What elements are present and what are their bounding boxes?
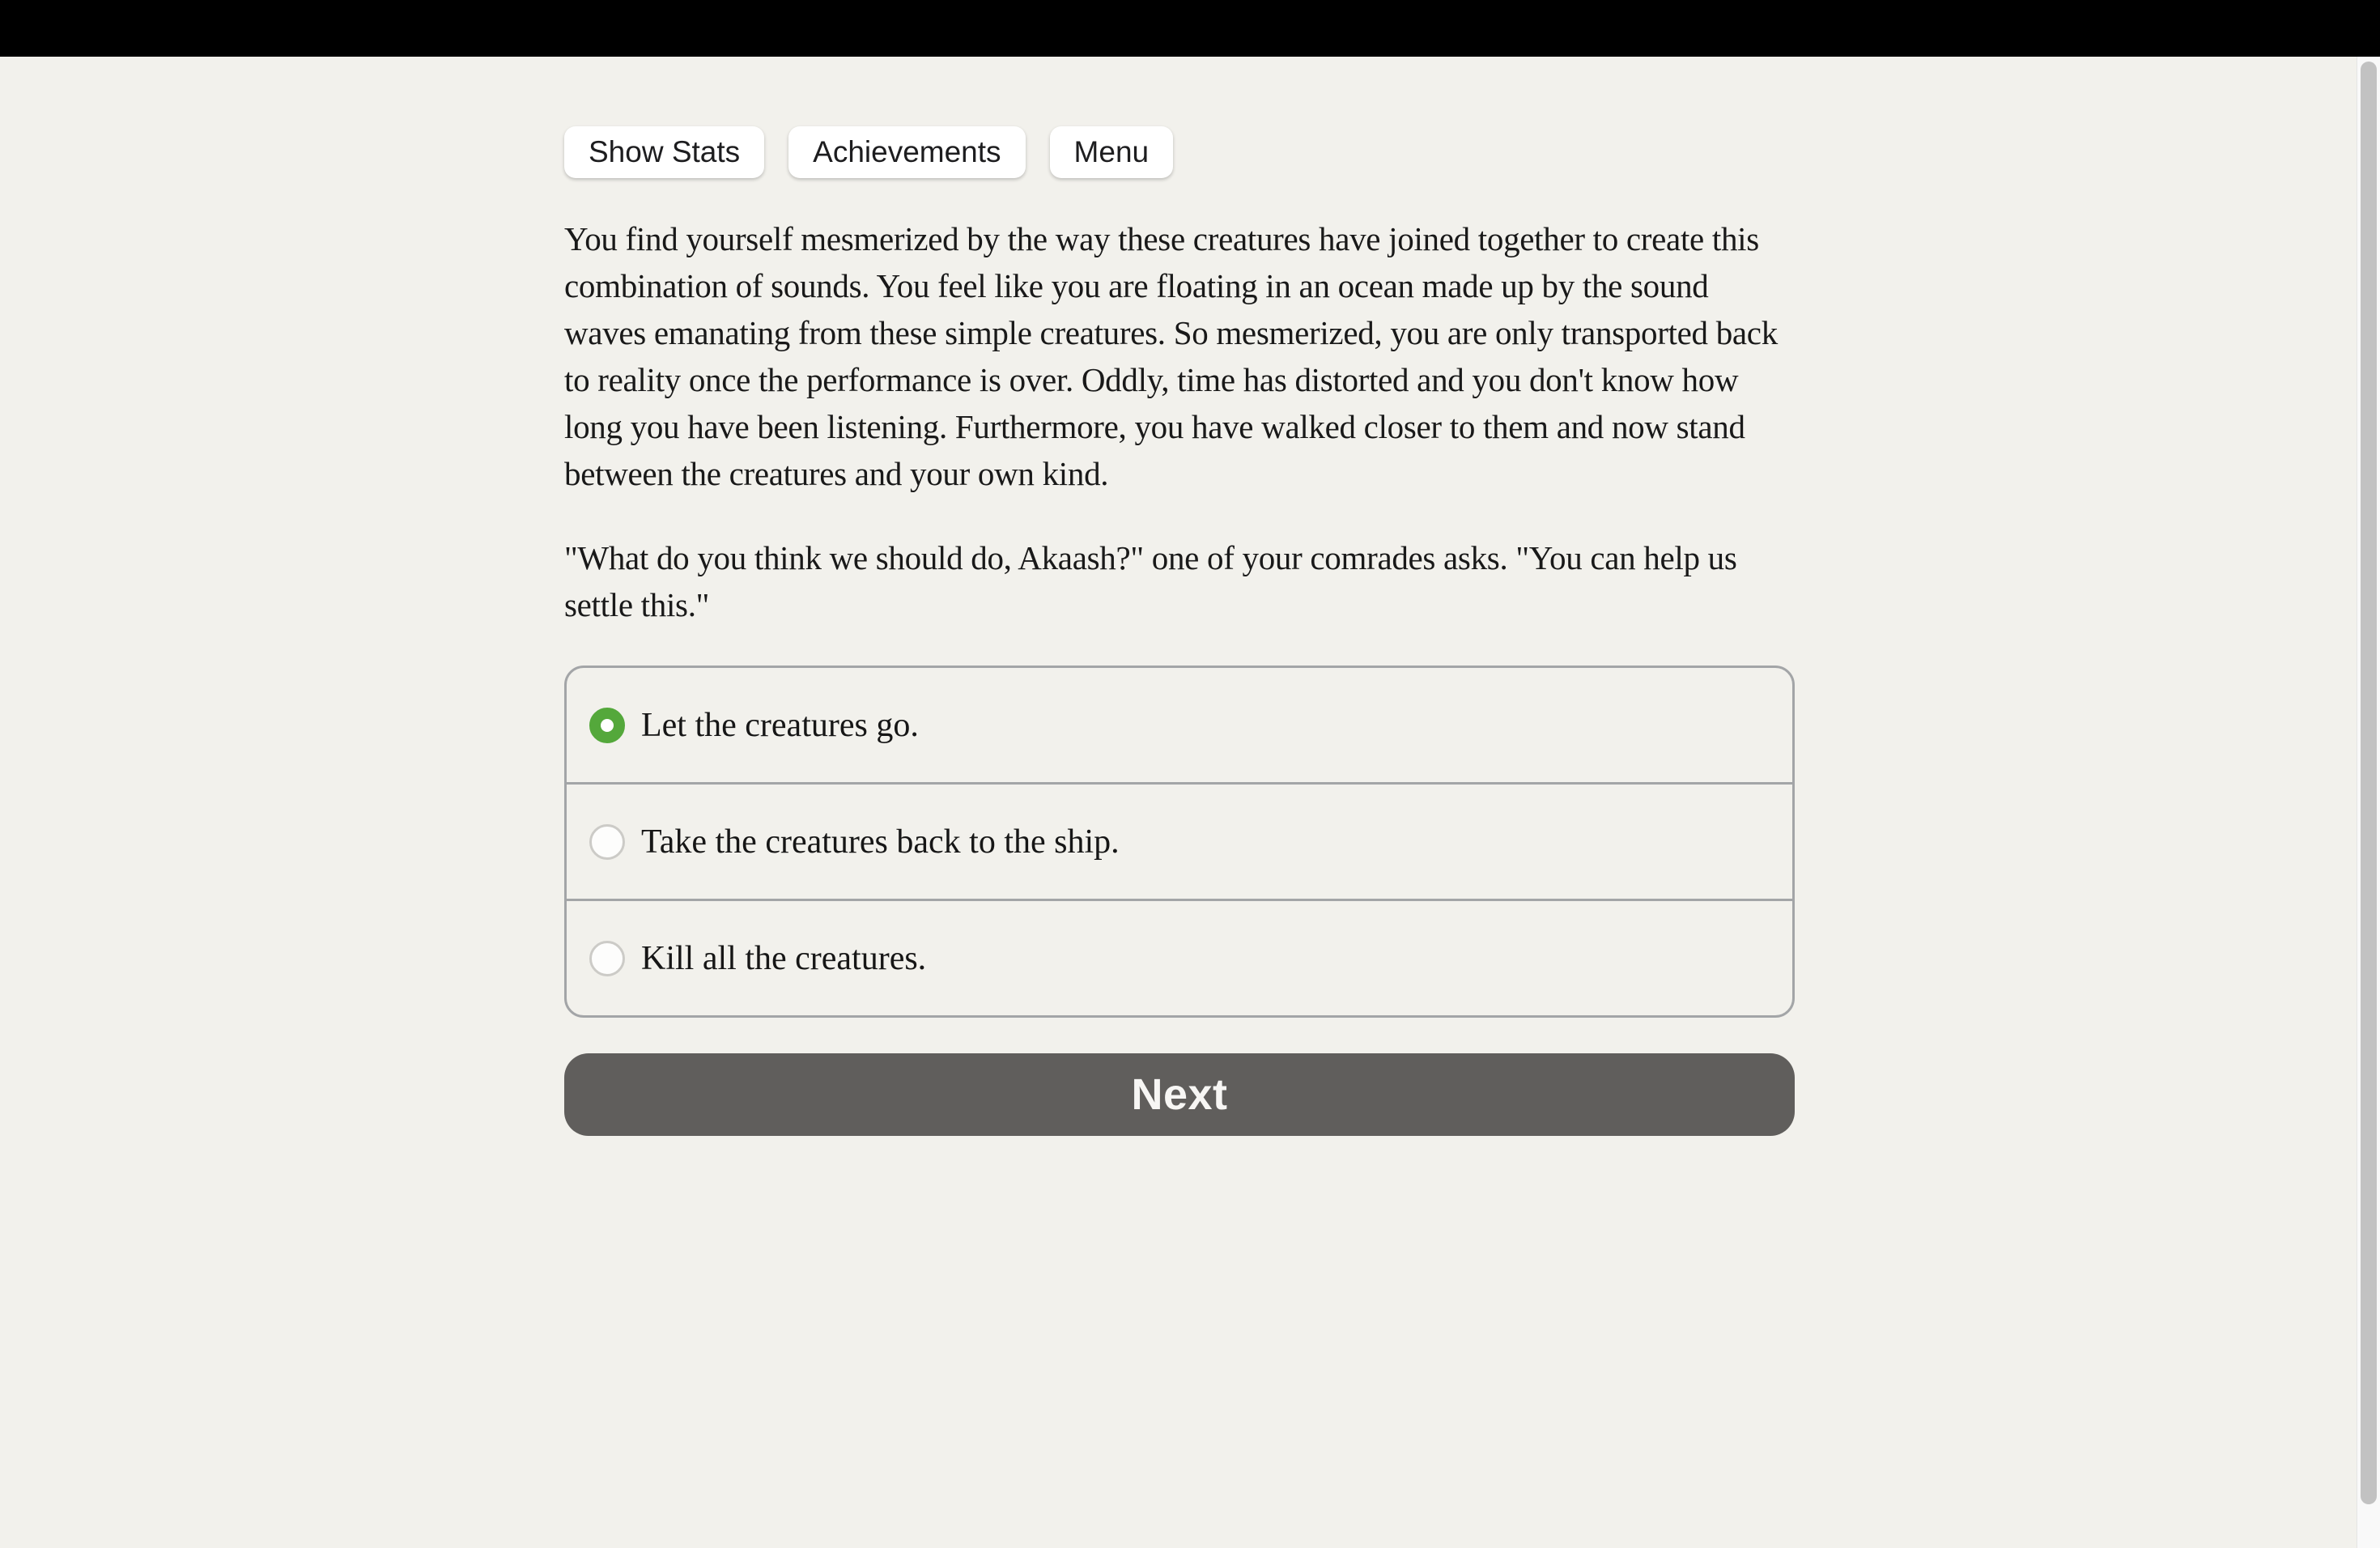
radio-button[interactable] — [589, 824, 625, 860]
radio-button[interactable] — [589, 941, 625, 976]
choice-list — [564, 666, 1795, 1018]
scrollbar-thumb[interactable] — [2361, 62, 2377, 1504]
choice-option-kill-creatures[interactable] — [567, 899, 1792, 1015]
story-paragraph: You find yourself mesmerized by the way these creatures have joined together to create this combination of sounds. You feel like you are floating in an ocean made up by the sound waves emanating from these simple creatures. So mesmerized, you are only transported back to reality once the performance is over. Oddly, time has distorted and you don't know how long you have been listening. Furthermore, you have walked closer to them and now stand between the creatures and your own kind. — [564, 220, 1778, 492]
top-bar — [0, 0, 2380, 57]
toolbar — [564, 126, 1795, 178]
choice-option-let-creatures-go[interactable] — [567, 668, 1792, 782]
story-text — [564, 215, 1795, 628]
scrollbar[interactable] — [2357, 57, 2380, 1548]
story-paragraph: "What do you think we should do, Akaash?" one of your comrades asks. "You can help us settle this." — [564, 539, 1737, 623]
menu-button[interactable]: Menu — [1050, 126, 1174, 178]
achievements-button[interactable]: Achievements — [788, 126, 1025, 178]
choice-label: Take the creatures back to the ship. — [641, 823, 1120, 861]
choice-label: Kill all the creatures. — [641, 939, 927, 977]
show-stats-button[interactable]: Show Stats — [564, 126, 764, 178]
choice-option-take-creatures-back[interactable] — [567, 782, 1792, 899]
choice-label: Let the creatures go. — [641, 706, 919, 744]
main-content — [564, 57, 1795, 1136]
next-button[interactable]: Next — [564, 1053, 1795, 1136]
radio-button[interactable] — [589, 708, 625, 743]
